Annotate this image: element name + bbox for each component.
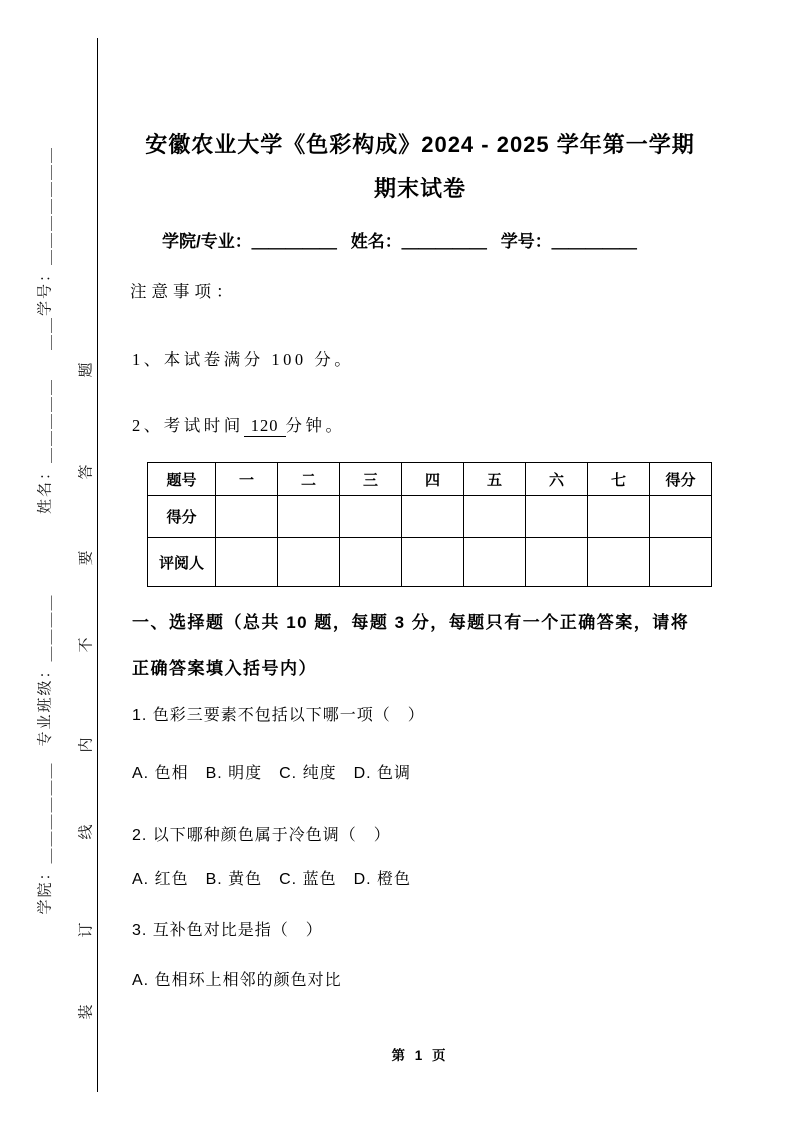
- score-table-header-cell: 得分: [650, 463, 712, 496]
- note-duration-minutes: 120: [244, 416, 286, 437]
- notice-title: 注意事项：: [130, 282, 238, 301]
- score-table-header-cell: 题号: [148, 463, 216, 496]
- binding-char: 答: [77, 464, 95, 480]
- question-1-options: A. 色相 B. 明度 C. 纯度 D. 色调: [132, 765, 412, 782]
- score-cell-empty: [588, 496, 650, 538]
- student-info-line: [162, 227, 710, 252]
- question-2-options: A. 红色 B. 黄色 C. 蓝色 D. 橙色: [132, 871, 412, 888]
- question-3-option-a: A. 色相环上相邻的颜色对比: [132, 972, 342, 989]
- score-table-header-cell: 五: [464, 463, 526, 496]
- name-label: 姓名：: [350, 232, 402, 251]
- score-cell-empty: [216, 496, 278, 538]
- note-duration-prefix: 2、考试时间: [132, 416, 244, 435]
- reviewer-row: [148, 538, 712, 587]
- reviewer-cell-empty: [216, 538, 278, 587]
- student-id-label: 学号：: [500, 232, 552, 251]
- reviewer-cell-empty: [588, 538, 650, 587]
- score-cell-empty: [278, 496, 340, 538]
- reviewer-cell-empty: [650, 538, 712, 587]
- score-cell-empty: [340, 496, 402, 538]
- binding-char: 线: [77, 824, 95, 840]
- score-table-header-cell: 四: [402, 463, 464, 496]
- reviewer-cell-empty: [340, 538, 402, 587]
- section1-heading-line2: 正确答案填入括号内）: [132, 659, 317, 678]
- reviewer-cell-empty: [464, 538, 526, 587]
- score-table-header-row: [148, 463, 712, 496]
- score-row: [148, 496, 712, 538]
- binding-char: 不: [77, 637, 95, 653]
- score-table-header-cell: 三: [340, 463, 402, 496]
- margin-name-field: 姓名：＿＿＿＿＿: [36, 377, 54, 515]
- score-cell-empty: [402, 496, 464, 538]
- binding-char: 装: [77, 1004, 95, 1020]
- page-title-line2: 期末试卷: [373, 176, 466, 201]
- score-cell-empty: [650, 496, 712, 538]
- reviewer-row-label: 评阅人: [148, 538, 216, 587]
- margin-student-id-field: ＿＿学号：＿＿＿＿＿＿＿: [36, 145, 54, 351]
- score-table-header-cell: 二: [278, 463, 340, 496]
- binding-line: [97, 38, 98, 1092]
- note-full-score: 1、本试卷满分 100 分。: [132, 350, 355, 369]
- score-row-label: 得分: [148, 496, 216, 538]
- score-table-header-cell: 七: [588, 463, 650, 496]
- college-major-blank: ＿＿＿＿＿: [251, 232, 337, 251]
- score-table: [147, 462, 712, 587]
- note-duration-suffix: 分钟。: [285, 416, 346, 435]
- note-exam-duration: [132, 412, 346, 437]
- binding-char: 要: [77, 550, 95, 566]
- page-title-line1: 安徽农业大学《色彩构成》2024 - 2025 学年第一学期: [145, 132, 695, 157]
- question-3-text: 3. 互补色对比是指（ ）: [132, 922, 323, 939]
- binding-char: 题: [77, 362, 95, 378]
- page-number: 第 1 页: [391, 1048, 449, 1063]
- score-table-header-cell: 一: [216, 463, 278, 496]
- name-blank: ＿＿＿＿＿: [401, 232, 487, 251]
- binding-char: 内: [77, 737, 95, 753]
- college-major-label: 学院/专业：: [162, 232, 252, 251]
- binding-char: 订: [77, 922, 95, 938]
- reviewer-cell-empty: [526, 538, 588, 587]
- score-cell-empty: [526, 496, 588, 538]
- score-cell-empty: [464, 496, 526, 538]
- reviewer-cell-empty: [278, 538, 340, 587]
- section1-heading-line1: 一、选择题（总共 10 题，每题 3 分，每题只有一个正确答案，请将: [132, 613, 690, 632]
- question-2-text: 2. 以下哪种颜色属于冷色调（ ）: [132, 827, 391, 844]
- margin-class-field: 专业班级：＿＿＿＿: [36, 593, 54, 747]
- question-1-text: 1. 色彩三要素不包括以下哪一项（ ）: [132, 707, 425, 724]
- student-id-blank: ＿＿＿＿＿: [551, 232, 637, 251]
- margin-college-field: 学院：＿＿＿＿＿＿: [36, 761, 54, 915]
- reviewer-cell-empty: [402, 538, 464, 587]
- score-table-header-cell: 六: [526, 463, 588, 496]
